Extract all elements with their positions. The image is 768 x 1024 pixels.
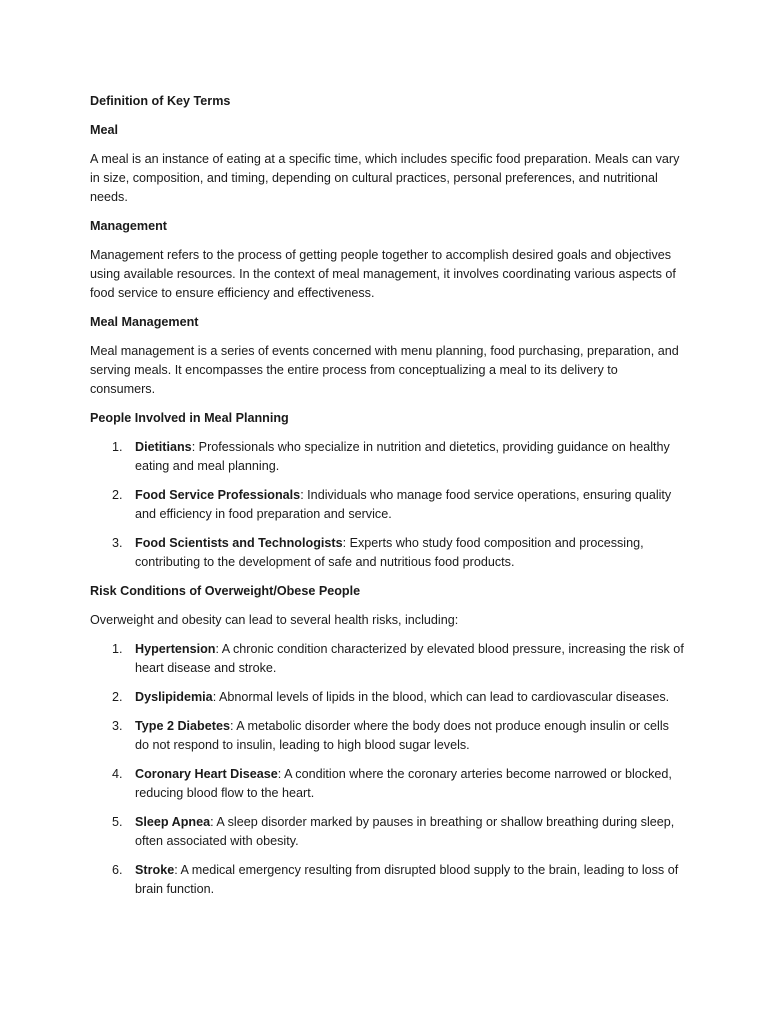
list-term: Sleep Apnea bbox=[135, 815, 211, 829]
section-heading-meal: Meal bbox=[90, 123, 118, 137]
list-item bbox=[90, 717, 686, 755]
list-item bbox=[90, 640, 686, 678]
list-number: 3. bbox=[112, 536, 123, 550]
list-term: Hypertension bbox=[135, 642, 216, 656]
people-list bbox=[90, 438, 686, 572]
paragraph-management: Management refers to the process of getting people together to accomplish desired goals and objectives using available resources. In the context of meal management, it involves coordinating various aspects of food service to ensure efficiency and effectiveness. bbox=[90, 248, 676, 300]
list-term: Coronary Heart Disease bbox=[135, 767, 278, 781]
list-term: Food Service Professionals bbox=[135, 488, 301, 502]
list-item bbox=[90, 861, 686, 899]
list-description: : Experts who study food composition and processing, contributing to the development of safe and nutritious food products. bbox=[135, 536, 644, 569]
list-term: Stroke bbox=[135, 863, 175, 877]
list-description: : A metabolic disorder where the body does not produce enough insulin or cells do not respond to insulin, leading to high blood sugar levels. bbox=[135, 719, 669, 752]
list-item bbox=[90, 765, 686, 803]
list-number: 1. bbox=[112, 440, 123, 454]
document-title: Definition of Key Terms bbox=[90, 94, 231, 108]
list-description: : A sleep disorder marked by pauses in breathing or shallow breathing during sleep, often associated with obesity. bbox=[135, 815, 675, 848]
list-item bbox=[90, 438, 686, 476]
list-term: Dietitians bbox=[135, 440, 192, 454]
paragraph-risk-intro: Overweight and obesity can lead to several health risks, including: bbox=[90, 613, 459, 627]
list-term: Food Scientists and Technologists bbox=[135, 536, 343, 550]
list-number: 6. bbox=[112, 863, 123, 877]
list-number: 2. bbox=[112, 690, 123, 704]
list-description: : Individuals who manage food service operations, ensuring quality and efficiency in food preparation and service. bbox=[135, 488, 672, 521]
paragraph-meal-management: Meal management is a series of events concerned with menu planning, food purchasing, preparation, and serving meals. It encompasses the entire process from conceptualizing a meal to its delivery to consumers. bbox=[90, 344, 679, 396]
section-heading-management: Management bbox=[90, 219, 167, 233]
list-description: : Professionals who specialize in nutrition and dietetics, providing guidance on healthy eating and meal planning. bbox=[135, 440, 670, 473]
list-description: : Abnormal levels of lipids in the blood, which can lead to cardiovascular diseases. bbox=[212, 690, 670, 704]
list-number: 1. bbox=[112, 642, 123, 656]
list-number: 3. bbox=[112, 719, 123, 733]
risk-list bbox=[90, 640, 686, 899]
list-description: : A chronic condition characterized by elevated blood pressure, increasing the risk of heart disease and stroke. bbox=[135, 642, 684, 675]
list-item bbox=[90, 813, 686, 851]
list-term: Type 2 Diabetes bbox=[135, 719, 230, 733]
list-number: 2. bbox=[112, 488, 123, 502]
list-number: 5. bbox=[112, 815, 123, 829]
list-item bbox=[90, 534, 686, 572]
section-heading-people: People Involved in Meal Planning bbox=[90, 411, 289, 425]
list-description: : A condition where the coronary arteries become narrowed or blocked, reducing blood flow to the heart. bbox=[135, 767, 672, 800]
list-number: 4. bbox=[112, 767, 123, 781]
list-item bbox=[90, 688, 686, 707]
list-description: : A medical emergency resulting from disrupted blood supply to the brain, leading to loss of brain function. bbox=[135, 863, 679, 896]
paragraph-meal: A meal is an instance of eating at a specific time, which includes specific food preparation. Meals can vary in size, composition, and timing, depending on cultural practices, personal preferences, and nutritional needs. bbox=[90, 152, 680, 204]
list-term: Dyslipidemia bbox=[135, 690, 213, 704]
section-heading-meal-management: Meal Management bbox=[90, 315, 199, 329]
document-page bbox=[90, 92, 686, 909]
section-heading-risk: Risk Conditions of Overweight/Obese People bbox=[90, 584, 361, 598]
list-item bbox=[90, 486, 686, 524]
